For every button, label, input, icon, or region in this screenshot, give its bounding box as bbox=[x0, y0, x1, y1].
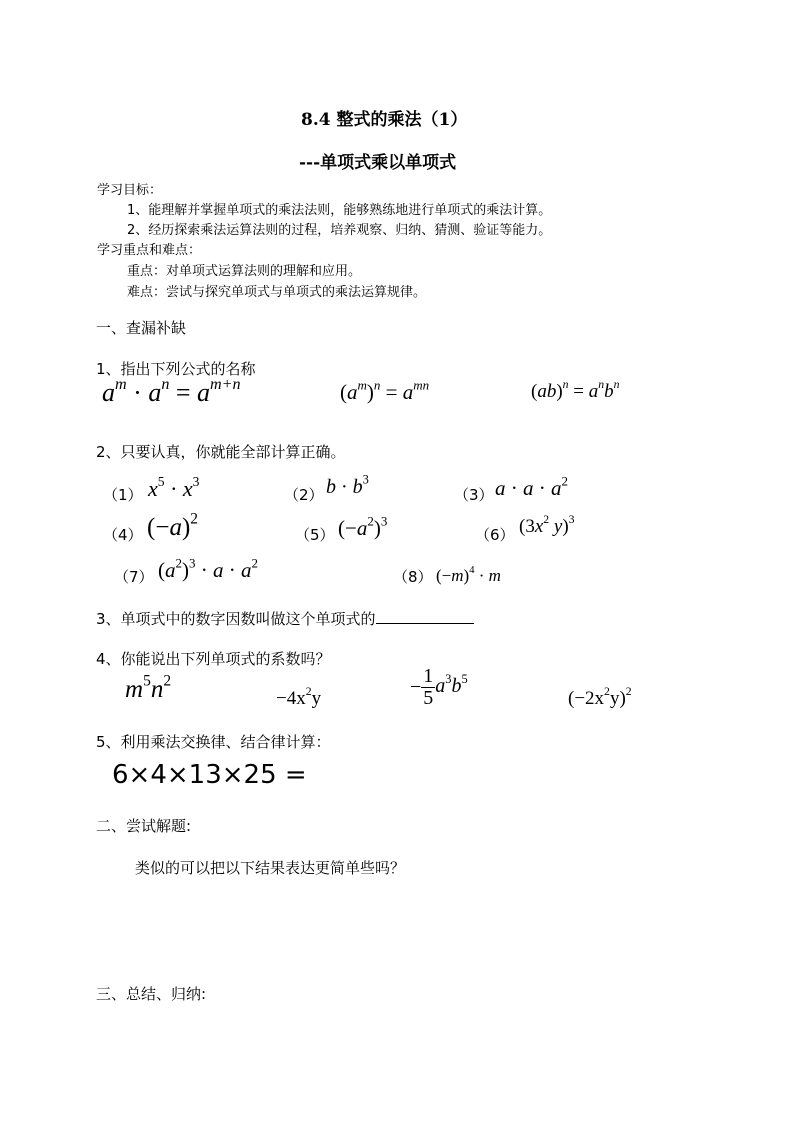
formula-product-of-powers: $a^m \cdot a^n = a^{m+n}$ bbox=[102, 375, 241, 407]
goal-item-1: 1、能理解并掌握单项式的乘法法则，能够熟练地进行单项式的乘法计算。 bbox=[127, 203, 552, 218]
q4-expr-1: $m^5n^2$ bbox=[125, 672, 172, 703]
formula-power-of-power: $(a^m)^n = a^{mn}$ bbox=[340, 377, 430, 404]
q2-expr-1: $x^5 \cdot x^3$ bbox=[148, 473, 200, 501]
q2-expr-7: $(a^2)^3 \cdot a \cdot a^2$ bbox=[158, 555, 259, 582]
section2-heading: 二、尝试解题: bbox=[96, 817, 192, 835]
question-4: 4、你能说出下列单项式的系数吗？ bbox=[96, 650, 331, 668]
goals-heading: 学习目标： bbox=[97, 183, 163, 198]
q2-label-3: （3） bbox=[454, 486, 494, 504]
question-1: 1、指出下列公式的名称 bbox=[96, 360, 256, 378]
formula-power-of-product: $(ab)^n = a^nb^n$ bbox=[531, 378, 620, 402]
q2-label-4: （4） bbox=[103, 526, 143, 544]
question-3-text: 3、单项式中的数字因数叫做这个单项式的 bbox=[96, 610, 376, 628]
focus-key: 重点：对单项式运算法则的理解和应用。 bbox=[127, 264, 362, 279]
q4-expr-2: $-4x^2y$ bbox=[276, 685, 322, 709]
q2-label-8: （8） bbox=[393, 568, 433, 586]
q2-expr-6: ($3x^2$ y)$^3$ bbox=[519, 513, 575, 537]
q2-label-7: （7） bbox=[114, 568, 154, 586]
q2-expr-5: $(-a^2)^3$ bbox=[338, 513, 388, 540]
focus-heading: 学习重点和难点： bbox=[97, 243, 202, 258]
q2-label-1: （1） bbox=[103, 486, 143, 504]
section3-heading: 三、总结、归纳: bbox=[96, 985, 207, 1003]
question-3 bbox=[96, 607, 474, 629]
question-5: 5、利用乘法交换律、结合律计算： bbox=[96, 733, 331, 751]
goal-item-2: 2、经历探索乘法运算法则的过程，培养观察、归纳、猜测、验证等能力。 bbox=[127, 223, 552, 238]
q2-expr-2: $b \cdot b^3$ bbox=[326, 472, 369, 498]
focus-difficulty: 难点：尝试与探究单项式与单项式的乘法运算规律。 bbox=[127, 285, 427, 300]
page-title: 8.4 整式的乘法（1） bbox=[301, 110, 468, 130]
q2-label-6: （6） bbox=[475, 526, 515, 544]
q2-expr-3: $a \cdot a \cdot a^2$ bbox=[495, 473, 569, 500]
section1-heading: 一、查漏补缺 bbox=[96, 319, 187, 337]
q2-expr-8: $(-m)^4 \cdot m$ bbox=[436, 565, 501, 585]
q4-expr-3: − $\frac{1}{5}$ $a^3b^5$ bbox=[410, 665, 468, 709]
q2-label-5: （5） bbox=[295, 526, 335, 544]
page-subtitle: ---单项式乘以单项式 bbox=[299, 153, 457, 173]
q2-expr-4: $(-a)^2$ bbox=[147, 510, 199, 541]
q2-label-2: （2） bbox=[284, 486, 324, 504]
question-2: 2、只要认真，你就能全部计算正确。 bbox=[96, 443, 346, 461]
answer-blank[interactable] bbox=[376, 607, 474, 624]
q4-expr-4: $(-2x^2y)^2$ bbox=[568, 685, 632, 709]
q5-expression: 6×4×13×25 = bbox=[112, 760, 307, 790]
section2-prompt: 类似的可以把以下结果表达更简单些吗？ bbox=[135, 859, 406, 877]
